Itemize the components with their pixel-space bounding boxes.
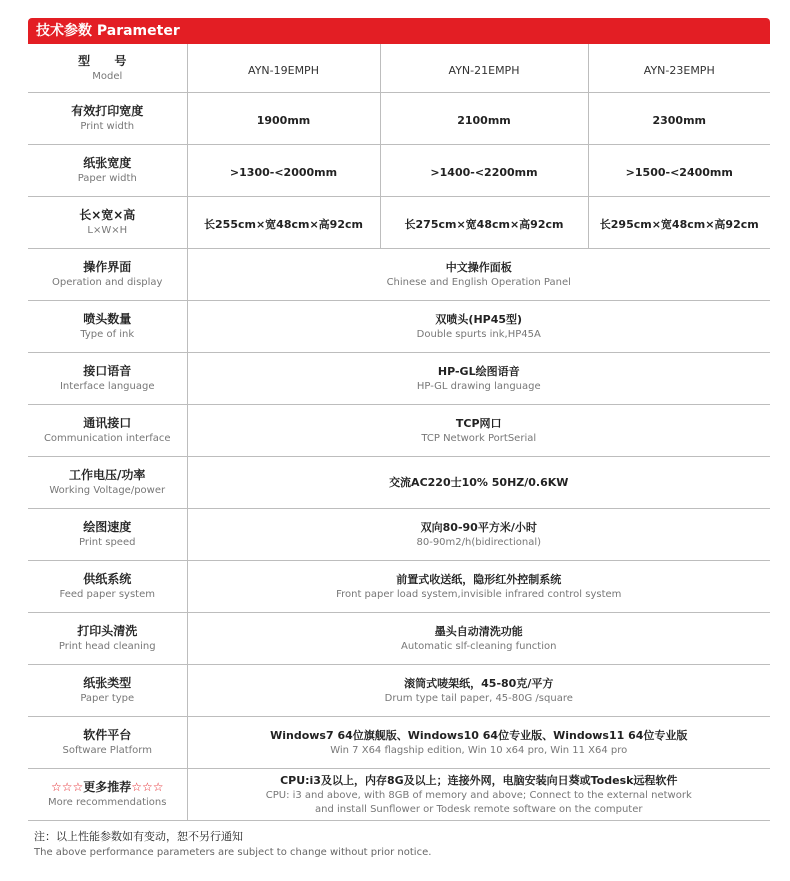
row-label (28, 509, 187, 561)
label-cn: 通讯接口 (83, 416, 132, 430)
row-label (28, 93, 187, 145)
model-cell: AYN-19EMPH (187, 44, 380, 93)
value-cell: >1300-<2000mm (187, 145, 380, 197)
label-en: Communication interface (43, 433, 171, 444)
parameter-header (28, 18, 770, 44)
label-en: Paper type (80, 693, 135, 704)
table-row-cleaning (28, 613, 770, 665)
value-cell: >1500-<2400mm (588, 145, 770, 197)
value-cell-merged: 双向80-90平方米/小时 80-90m2/h(bidirectional) (187, 509, 770, 561)
label-cn: 纸张类型 (83, 676, 132, 690)
model-cell: AYN-21EMPH (380, 44, 588, 93)
label-en: Type of ink (80, 329, 135, 340)
row-label (28, 405, 187, 457)
row-label (28, 353, 187, 405)
star-icons-left: ☆☆☆ (50, 780, 84, 794)
star-icons-right: ☆☆☆ (131, 780, 164, 794)
label-cn: 操作界面 (83, 260, 132, 274)
footnote-cn: 注：以上性能参数如有变动，恕不另行通知 (34, 830, 243, 843)
label-cn: ☆☆☆更多推荐☆☆☆ (50, 780, 164, 794)
label-en: Feed paper system (59, 589, 155, 600)
row-label (28, 197, 187, 249)
row-label (28, 249, 187, 301)
label-cn: 接口语音 (83, 364, 132, 378)
label-cn: 工作电压/功率 (69, 468, 146, 482)
row-label (28, 613, 187, 665)
table-row-model (28, 44, 770, 93)
spec-table (28, 44, 770, 821)
label-en: Working Voltage/power (49, 485, 166, 496)
label-cn: 有效打印宽度 (71, 104, 144, 118)
table-row-paper-type (28, 665, 770, 717)
label-en: Model (92, 70, 123, 82)
table-row-communication (28, 405, 770, 457)
row-label (28, 145, 187, 197)
value-cell-merged: 交流AC220士10% 50HZ/0.6KW (187, 457, 770, 509)
row-label (28, 561, 187, 613)
header-title: 技术参数 Parameter (36, 23, 180, 39)
value-cell: 1900mm (187, 93, 380, 145)
value-cell-merged: CPU:i3及以上，内存8G及以上；连接外网，电脑安装向日葵或Todesk远程软件 CPU: i3 and above, with 8GB of memory and above; Connect to the external network and install Sunflower or Todesk remote software on the computer (187, 769, 770, 821)
label-en: Paper width (77, 173, 137, 184)
value-cell-merged: 前置式收送纸，隐形红外控制系统 Front paper load system,invisible infrared control system (187, 561, 770, 613)
value-cell: >1400-<2200mm (380, 145, 588, 197)
value-cell-merged: 滚筒式唛架纸，45-80克/平方 Drum type tail paper, 45-80G /square (187, 665, 770, 717)
row-label (28, 44, 187, 93)
row-label (28, 457, 187, 509)
table-row-software (28, 717, 770, 769)
label-cn: 打印头清洗 (77, 624, 138, 638)
label-en: Print head cleaning (58, 641, 156, 652)
label-cn: 绘图速度 (83, 520, 132, 534)
label-cn: 软件平台 (83, 728, 132, 742)
row-label (28, 769, 187, 821)
value-cell: 长255cm×宽48cm×高92cm (187, 197, 380, 249)
label-en: Operation and display (52, 277, 163, 288)
label-en: Print speed (79, 537, 136, 548)
table-row-speed (28, 509, 770, 561)
table-row-dimensions (28, 197, 770, 249)
value-cell-merged: TCP网口 TCP Network PortSerial (187, 405, 770, 457)
value-cell-merged: 双喷头(HP45型) Double spurts ink,HP45A (187, 301, 770, 353)
footnote (34, 829, 431, 861)
label-cn: 喷头数量 (83, 312, 132, 326)
value-cell: 2300mm (588, 93, 770, 145)
table-row-feed (28, 561, 770, 613)
table-row-language (28, 353, 770, 405)
table-row-voltage (28, 457, 770, 509)
label-en: More recommendations (48, 797, 167, 808)
label-cn: 供纸系统 (83, 572, 132, 586)
value-cell-merged: 墨头自动清洗功能 Automatic slf-cleaning function (187, 613, 770, 665)
table-row-recommend (28, 769, 770, 821)
label-cn: 长×宽×高 (79, 208, 136, 222)
label-cn: 纸张宽度 (83, 156, 132, 170)
model-cell: AYN-23EMPH (588, 44, 770, 93)
footnote-en: The above performance parameters are subject to change without prior notice. (34, 847, 432, 858)
label-cn: 型 号 (78, 53, 137, 68)
value-cell-merged: HP-GL绘图语音 HP-GL drawing language (187, 353, 770, 405)
label-en: Print width (80, 121, 135, 132)
value-cell: 长295cm×宽48cm×高92cm (588, 197, 770, 249)
table-row-print-width (28, 93, 770, 145)
table-row-operation (28, 249, 770, 301)
row-label (28, 665, 187, 717)
label-en: L×W×H (87, 225, 128, 236)
row-label (28, 301, 187, 353)
value-cell: 2100mm (380, 93, 588, 145)
label-en: Software Platform (62, 745, 152, 756)
value-cell-merged: 中文操作面板 Chinese and English Operation Panel (187, 249, 770, 301)
table-row-paper-width (28, 145, 770, 197)
table-row-ink (28, 301, 770, 353)
value-cell: 长275cm×宽48cm×高92cm (380, 197, 588, 249)
value-cell-merged: Windows7 64位旗舰版、Windows10 64位专业版、Windows11 64位专业版 Win 7 X64 flagship edition, Win 10 x64 pro, Win 11 X64 pro (187, 717, 770, 769)
label-en: Interface language (59, 381, 155, 392)
row-label (28, 717, 187, 769)
